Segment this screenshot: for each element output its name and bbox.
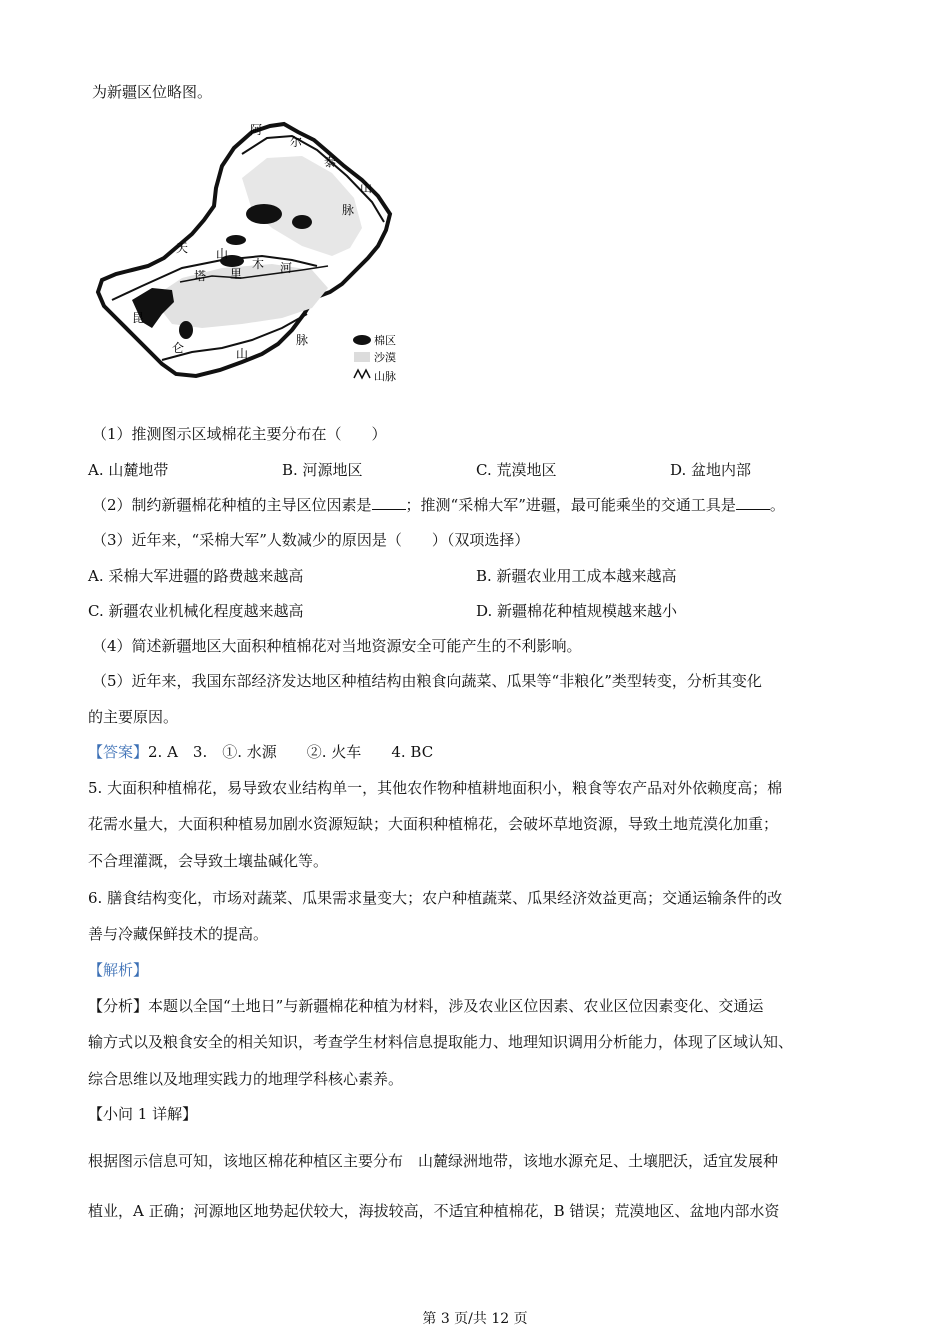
q1-option-c: C. 荒漠地区 [476, 461, 557, 479]
legend-cotton-swatch [353, 335, 371, 345]
analysis-line2: 输方式以及粮食安全的相关知识，考查学生材料信息提取能力、地理知识调用分析能力，体现了区域认知、 [88, 1033, 794, 1051]
label-tian: 天 [176, 241, 189, 255]
label-kun: 昆 [132, 311, 145, 325]
q1-stem: （1）推测图示区域棉花主要分布在（ ） [92, 425, 387, 443]
label-mai3: 脉 [296, 333, 309, 347]
label-lun: 仑 [172, 341, 185, 355]
label-he: 河 [280, 261, 293, 275]
page-footer: 第 3 页/共 12 页 [422, 1311, 528, 1327]
cotton-area [226, 235, 246, 245]
cotton-area [179, 321, 193, 339]
cotton-area [292, 215, 312, 229]
q2-blank-1 [372, 495, 406, 510]
answer-tag: 【答案】 [88, 743, 149, 761]
q1-option-d: D. 盆地内部 [670, 461, 752, 479]
answer-text: 2. A 3. ①. 水源 ②. 火车 4. BC [148, 743, 434, 761]
analysis-line3: 综合思维以及地理实践力的地理学科核心素养。 [88, 1070, 404, 1088]
q2-part-b: ；推测“采棉大军”进疆，最可能乘坐的交通工具是 [405, 496, 736, 514]
label-shan2: 山 [216, 247, 229, 261]
label-tai: 泰 [324, 155, 337, 169]
q3-option-c: C. 新疆农业机械化程度越来越高 [88, 602, 304, 620]
q2-part-c: 。 [769, 496, 785, 514]
q2-part-a: （2）制约新疆棉花种植的主导区位因素是 [92, 496, 372, 514]
q1-option-b: B. 河源地区 [282, 461, 363, 479]
xinjiang-location-map [92, 118, 404, 390]
label-mu: 木 [252, 257, 265, 271]
answer-line [88, 742, 433, 762]
region-border [98, 124, 390, 376]
label-li: 里 [230, 267, 243, 281]
label-shan3: 山 [236, 347, 249, 361]
a5-line3: 不合理灌溉，会导致土壤盐碱化等。 [88, 852, 329, 870]
q4-text: （4）简述新疆地区大面积种植棉花对当地资源安全可能产生的不利影响。 [92, 637, 582, 655]
legend-desert-swatch [354, 352, 370, 362]
legend-desert-label: 沙漠 [374, 351, 396, 364]
q5-line1: （5）近年来，我国东部经济发达地区种植结构由粮食向蔬菜、瓜果等“非粮化”类型转变，分析其变化 [92, 672, 762, 690]
detail-line2: 植业，A 正确；河源地区地势起伏较大，海拔较高，不适宜种植棉花，B 错误；荒漠地区、盆地内部水资 [88, 1202, 780, 1220]
label-shan1: 山 [360, 181, 373, 195]
legend-mountain-swatch [354, 370, 370, 378]
legend-cotton-label: 棉区 [374, 334, 396, 347]
q2-text [92, 495, 785, 515]
detail-line1: 根据图示信息可知，该地区棉花种植区主要分布 山麓绿洲地带，该地水源充足、土壤肥沃，适宜发展种 [88, 1152, 779, 1170]
analysis-line1: 【分析】本题以全国“土地日”与新疆棉花种植为材料，涉及农业区位因素、农业区位因素变化、交通运 [88, 997, 764, 1015]
a6-line2: 善与冷藏保鲜技术的提高。 [88, 925, 269, 943]
detail-tag: 【小问 1 详解】 [88, 1105, 198, 1123]
analysis-tag: 【解析】 [88, 961, 149, 979]
label-ta: 塔 [194, 269, 207, 283]
q3-stem: （3）近年来，“采棉大军”人数减少的原因是（ ）（双项选择） [92, 531, 530, 549]
q3-option-b: B. 新疆农业用工成本越来越高 [476, 567, 677, 585]
cotton-area [246, 204, 282, 224]
q5-line2: 的主要原因。 [88, 708, 179, 726]
a5-line1: 5. 大面积种植棉花，易导致农业结构单一，其他农作物种植耕地面积小，粮食等农产品对外依赖度高；棉 [88, 779, 783, 797]
label-er: 尔 [290, 135, 303, 149]
a6-line1: 6. 膳食结构变化，市场对蔬菜、瓜果需求量变大；农户种植蔬菜、瓜果经济效益更高；交通运输条件的改 [88, 889, 783, 907]
legend-mountain-label: 山脉 [374, 370, 396, 383]
q2-blank-2 [736, 495, 770, 510]
label-mai1: 脉 [342, 203, 355, 217]
label-a: 阿 [250, 123, 263, 137]
q1-option-a: A. 山麓地带 [88, 461, 169, 479]
q3-option-a: A. 采棉大军进疆的路费越来越高 [88, 567, 304, 585]
intro-text: 为新疆区位略图。 [92, 83, 213, 101]
a5-line2: 花需水量大，大面积种植易加剧水资源短缺；大面积种植棉花，会破坏草地资源，导致土地荒漠化加重； [88, 815, 779, 833]
q3-option-d: D. 新疆棉花种植规模越来越小 [476, 602, 678, 620]
